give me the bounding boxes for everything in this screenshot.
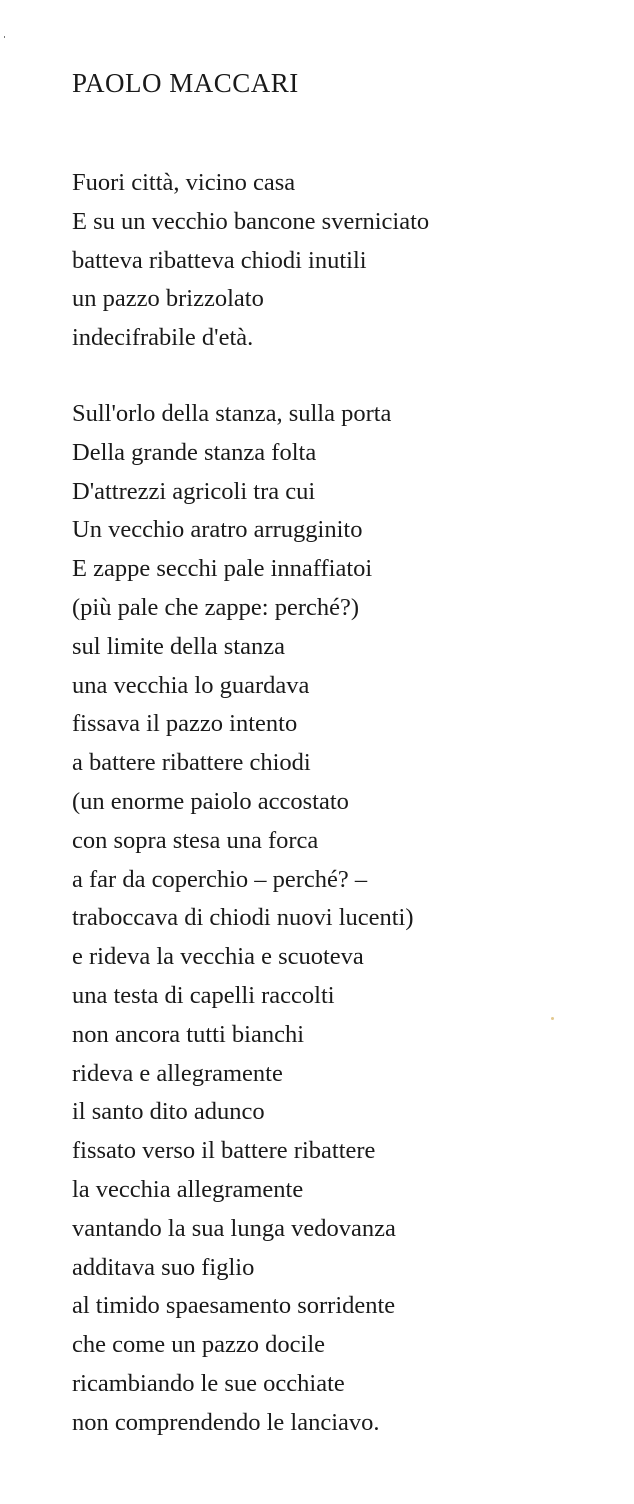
poem-line: E su un vecchio bancone sverniciato [72,207,430,235]
stanza-2 [72,395,414,1443]
poem-line: e rideva la vecchia e scuoteva [72,943,364,971]
poem-line: che come un pazzo docile [72,1331,326,1359]
poem-line: fissava il pazzo intento [72,710,298,738]
poem-line: (un enorme paiolo accostato [72,787,349,815]
poem-line: Sull'orlo della stanza, sulla porta [72,400,392,427]
author-heading: PAOLO MACCARI [72,68,299,98]
poem-line: (più pale che zappe: perché?) [72,593,360,621]
poem-line: vantando la sua lunga vedovanza [72,1214,396,1242]
poem-line: traboccava di chiodi nuovi lucenti) [72,904,414,932]
stanza-1 [72,164,429,358]
poem-line: additava suo figlio [72,1253,255,1281]
scan-mark [4,36,5,38]
poem-line: Della grande stanza folta [72,438,317,466]
poem-line: una testa di capelli raccolti [72,981,335,1009]
poem-line: D'attrezzi agricoli tra cui [72,477,316,505]
poem-line: ricambiando le sue occhiate [72,1369,345,1397]
poem-line: fissato verso il battere ribattere [72,1137,376,1165]
poem-line: il santo dito adunco [72,1098,265,1126]
poem-line: a far da coperchio – perché? – [72,865,368,893]
poem-line: E zappe secchi pale innaffiatoi [72,555,373,583]
poem-line: non comprendendo le lanciavo. [72,1408,380,1436]
poem-line: Un vecchio aratro arrugginito [72,516,363,544]
poem-line: una vecchia lo guardava [72,671,310,699]
poem-line: la vecchia allegramente [72,1175,304,1203]
poem-line: un pazzo brizzolato [72,285,264,313]
poem-line: non ancora tutti bianchi [72,1020,304,1048]
poem-line: al timido spaesamento sorridente [72,1292,396,1320]
poem-line: sul limite della stanza [72,632,285,660]
paper-speck [551,1017,554,1020]
poem-line: a battere ribattere chiodi [72,749,311,777]
poem-line: rideva e allegramente [72,1059,283,1087]
poem-line: indecifrabile d'età. [72,324,254,352]
poem-line: Fuori città, vicino casa [72,169,296,196]
poem-line: batteva ribatteva chiodi inutili [72,246,367,274]
poem-line: con sopra stesa una forca [72,826,319,854]
